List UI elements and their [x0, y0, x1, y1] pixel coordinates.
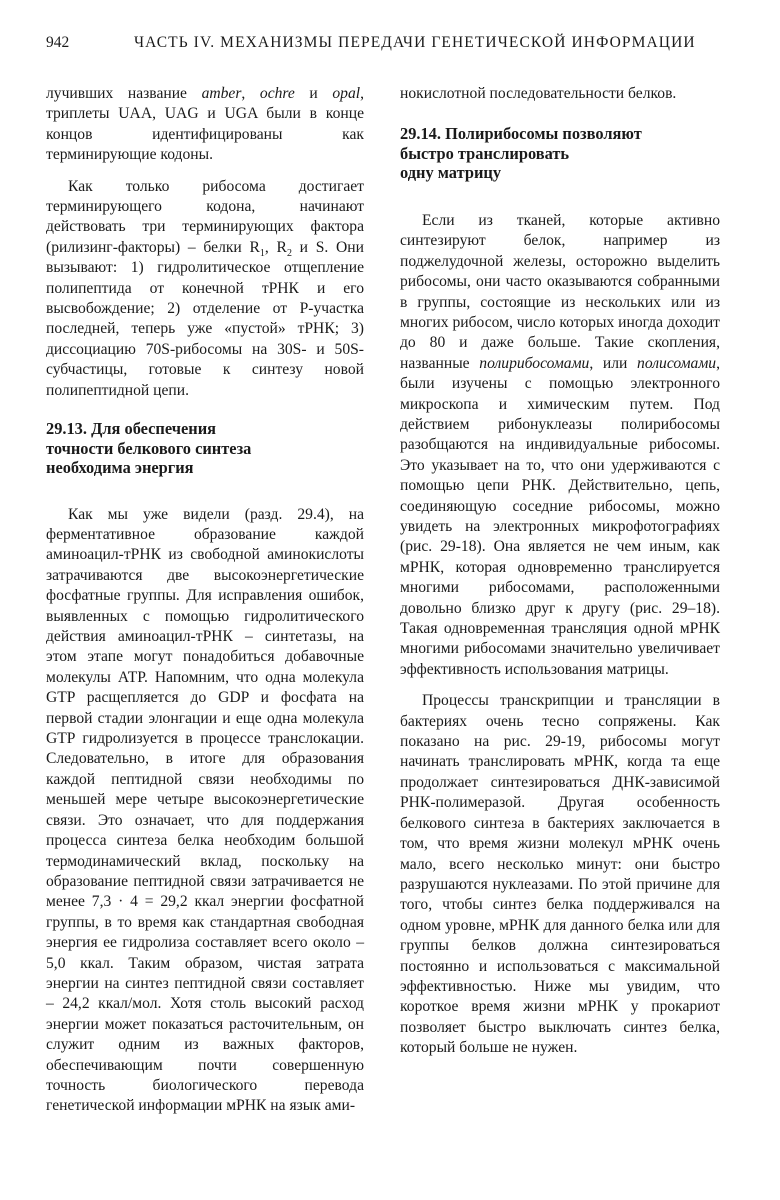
page-header: [46, 34, 746, 58]
ochre-term: ochre: [259, 85, 295, 102]
left-column: [46, 84, 364, 1117]
page-number: 942: [46, 34, 70, 51]
paragraph-transcription-translation: Процессы транскрипции и трансляции в бактериях очень тесно сопряжены. Как показано на рис. 29-19, рибосомы могут начинать транслировать мРНК, когда та еще продолжает синтезироваться ДНК-зависимой РНК-полимеразой. Другая особенность белкового синтеза в бактериях заключается в том, что время жизни молекул мРНК очень мало, всего несколько минут: они быстро разрушаются нуклеазами. По этой причине для того, чтобы синтез белка поддерживался на одном уровне, мРНК для данного белка или для группы белков должна синтезироваться постоянно и использоваться с максимальной эффективностью. Ниже мы увидим, что короткое время жизни мРНК у прокариот позволяет быстро выключать синтез белка, который больше не нужен.: [400, 692, 720, 1057]
section-heading-29-13: 29.13. Для обеспечения точности белкового синтеза необходима энергия: [46, 419, 252, 478]
opal-term: opal: [332, 85, 361, 102]
paragraph-polyribosomes: Если из тканей, которые активно синтезируют белок, например из поджелудочной железы, осторожно выделить рибосомы, они часто оказываются собранными в группы, состоящие из нескольких или из многих рибосом, число которых иногда доходит до 80 и даже больше. Такие скопления, названные полирибосомами, или полисомами, были изучены с помощью электронного микроскопа и химическим путем. Под действием рибонуклеазы полирибосомы разобщаются на индивидуальные рибосомы. Это указывает на то, что они удерживаются с помощью цепи РНК. Действительно, цепь, соединяющую соседние рибосомы, можно увидеть на электронных микрофотографиях (рис. 29-18). Она является не чем иным, как мРНК, которая одновременно транслируется многими рибосомами, расположенными довольно близко друг к другу (рис. 29–18). Такая одновременная трансляция одной мРНК многими рибосомами значительно увеличивает эффективность использования матрицы.: [400, 211, 720, 678]
right-column: [400, 84, 720, 1059]
paragraph-energy-cost: Как мы уже видели (разд. 29.4), на ферментативное образование каждой аминоацил-тРНК из свободной аминокислоты затрачиваются две высокоэнергетические фосфатные группы. Для исправления ошибок, выявленных с помощью гидролитического действия аминоацил-тРНК – синтетазы, на этом этапе могут понадобиться добавочные молекулы АТР. Напомним, что одна молекула GTP расщепляется до GDP и фосфата на первой стадии элонгации и еще одна молекула GTP гидролизуется в процессе транслокации. Следовательно, в итоге для образования каждой пептидной связи необходимы по меньшей мере четыре высокоэнергетические связи. Это означает, что для поддержания процесса синтеза белка необходим большой термодинамический вклад, поскольку на образование пептидной связи затрачивается не менее 7,3 · 4 = 29,2 ккал энергии фосфатной группы, в то время как стандартная свободная энергия ее гидролиза составляет всего около – 5,0 ккал. Таким образом, чистая затрата энергии на синтез пептидной связи составляет – 24,2 ккал/мол. Хотя столь высокий расход энергии может показаться расточительным, он служит одним из важных факторов, обеспечивающим почти совершенную точность биологического перевода генетической информации мРНК на язык ами-: [46, 505, 364, 1115]
section-heading-29-14: 29.14. Полирибосомы позволяют быстро транслировать одну матрицу: [400, 124, 642, 183]
paragraph-termination-codons: лучивших название amber, ochre и opal, триплеты UAA, UAG и UGA были в конце концов идентифицированы как терминирующие кодоны.: [46, 85, 364, 164]
paragraph-release-factors: Как только рибосома достигает терминирующего кодона, начинают действовать три терминирующих фактора (рилизинг-факторы) – белки $R_1$, $R_2$ и S. Они вызывают: 1) гидролитическое отщепление полипептида от конечной тРНК и его высвобождение; 2) отделение от Р-участка последней, теперь уже «пустой» тРНК; 3) диссоциацию 70S-рибосомы на 30S- и 50S-субчастицы, готовые к синтезу новой полипептидной цепи.: [46, 177, 364, 399]
polyribosomes-term: полирибосомами: [479, 354, 590, 372]
polysomes-term: полисомами: [637, 354, 717, 372]
amber-term: amber: [201, 85, 242, 102]
paragraph-continuation: нокислотной последовательности белков.: [400, 85, 677, 102]
running-title: ЧАСТЬ IV. МЕХАНИЗМЫ ПЕРЕДАЧИ ГЕНЕТИЧЕСКОЙ ИНФОРМАЦИИ: [134, 34, 696, 51]
